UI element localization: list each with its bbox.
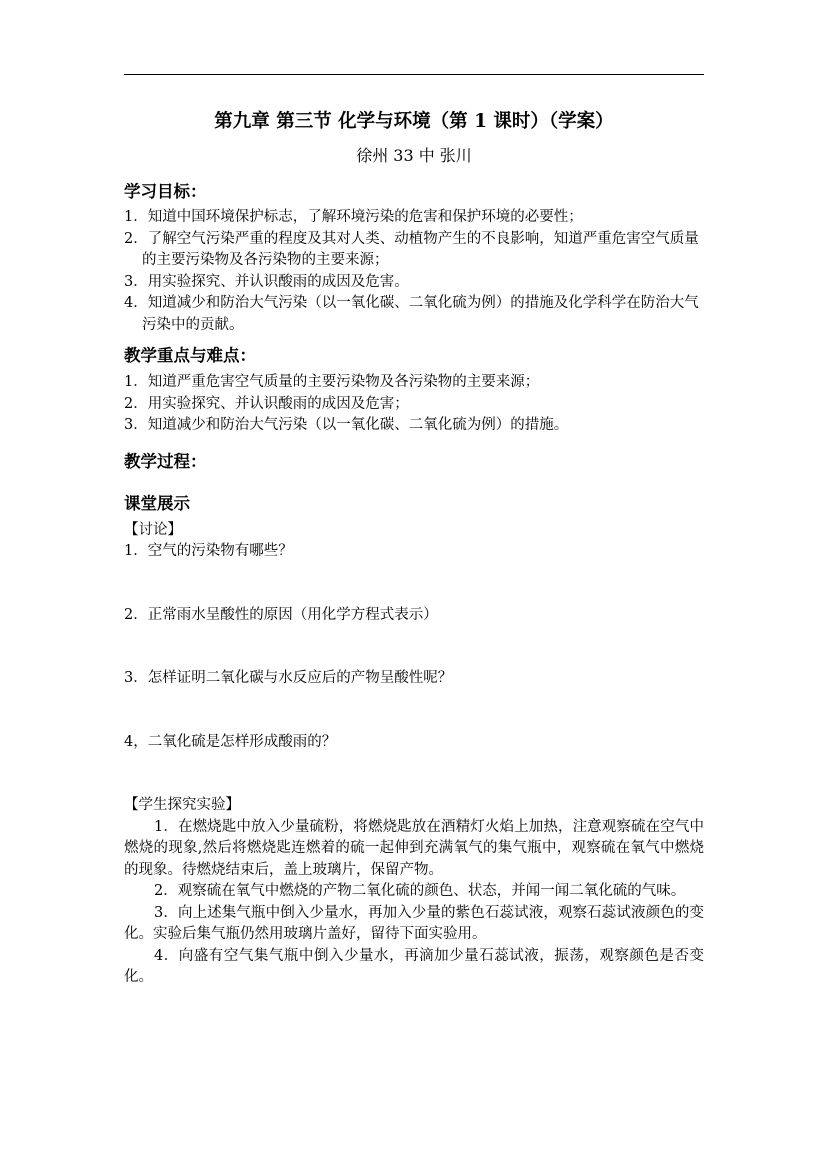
page-title: 第九章 第三节 化学与环境（第 1 课时）（学案） [214,111,614,132]
key-point-item: 3．知道减少和防治大气污染（以一氧化碳、二氧化硫为例）的措施。 [124,417,569,433]
author-line: 徐州 33 中 张川 [356,146,472,165]
classroom-subheading: 课堂展示 [124,493,190,513]
discussion-label: 【讨论】 [124,521,182,538]
question-item: 1．空气的污染物有哪些？ [124,543,293,559]
experiment-step: 4．向盛有空气集气瓶中倒入少量水，再滴加少量石蕊试液，振荡，观察颜色是否变化。 [124,947,704,985]
experiment-step: 2．观察硫在氧气中燃烧的产物二氧化硫的颜色、状态，并闻一闻二氧化硫的气味。 [154,883,686,899]
question-item: 3．怎样证明二氧化碳与水反应后的产物呈酸性呢？ [124,670,453,686]
experiment-label: 【学生探究实验】 [124,797,240,813]
experiment-step: 1．在燃烧匙中放入少量硫粉，将燃烧匙放在酒精灯火焰上加热，注意观察硫在空气中燃烧的现象,然后将燃烧匙连燃着的硫一起伸到充满氧气的集气瓶中，观察硫在氧气中燃烧的现象。待燃烧结束后，盖上玻璃片，保留产物。 [124,818,704,878]
objectives-list [124,207,704,336]
objectives-heading: 学习目标： [124,182,207,201]
key-points-heading: 教学重点与难点： [124,346,256,365]
objective-item: 4．知道减少和防治大气污染（以一氧化碳、二氧化硫为例）的措施及化学科学在防治大气污染中的贡献。 [124,295,699,333]
objective-item: 2．了解空气污染严重的程度及其对人类、动植物产生的不良影响，知道严重危害空气质量的主要污染物及各污染物的主要来源； [124,230,699,268]
question-item: 4，二氧化硫是怎样形成酸雨的？ [124,733,337,750]
key-points-list [124,372,704,437]
key-point-item: 2．用实验探究、并认识酸雨的成因及危害； [124,395,409,412]
experiment-step: 3．向上述集气瓶中倒入少量水，再加入少量的紫色石蕊试液，观察石蕊试液颜色的变化。实验后集气瓶仍然用玻璃片盖好，留待下面实验用。 [124,904,704,942]
key-point-item: 1．知道严重危害空气质量的主要污染物及各污染物的主要来源； [124,374,540,390]
objective-item: 3．用实验探究、并认识酸雨的成因及危害。 [124,273,409,290]
question-item: 2．正常雨水呈酸性的原因（用化学方程式表示） [124,606,438,623]
process-heading: 教学过程： [124,451,207,471]
document-body [124,106,704,989]
objective-item: 1．知道中国环境保护标志，了解环境污染的危害和保护环境的必要性； [124,209,583,225]
header-rule [124,74,704,75]
